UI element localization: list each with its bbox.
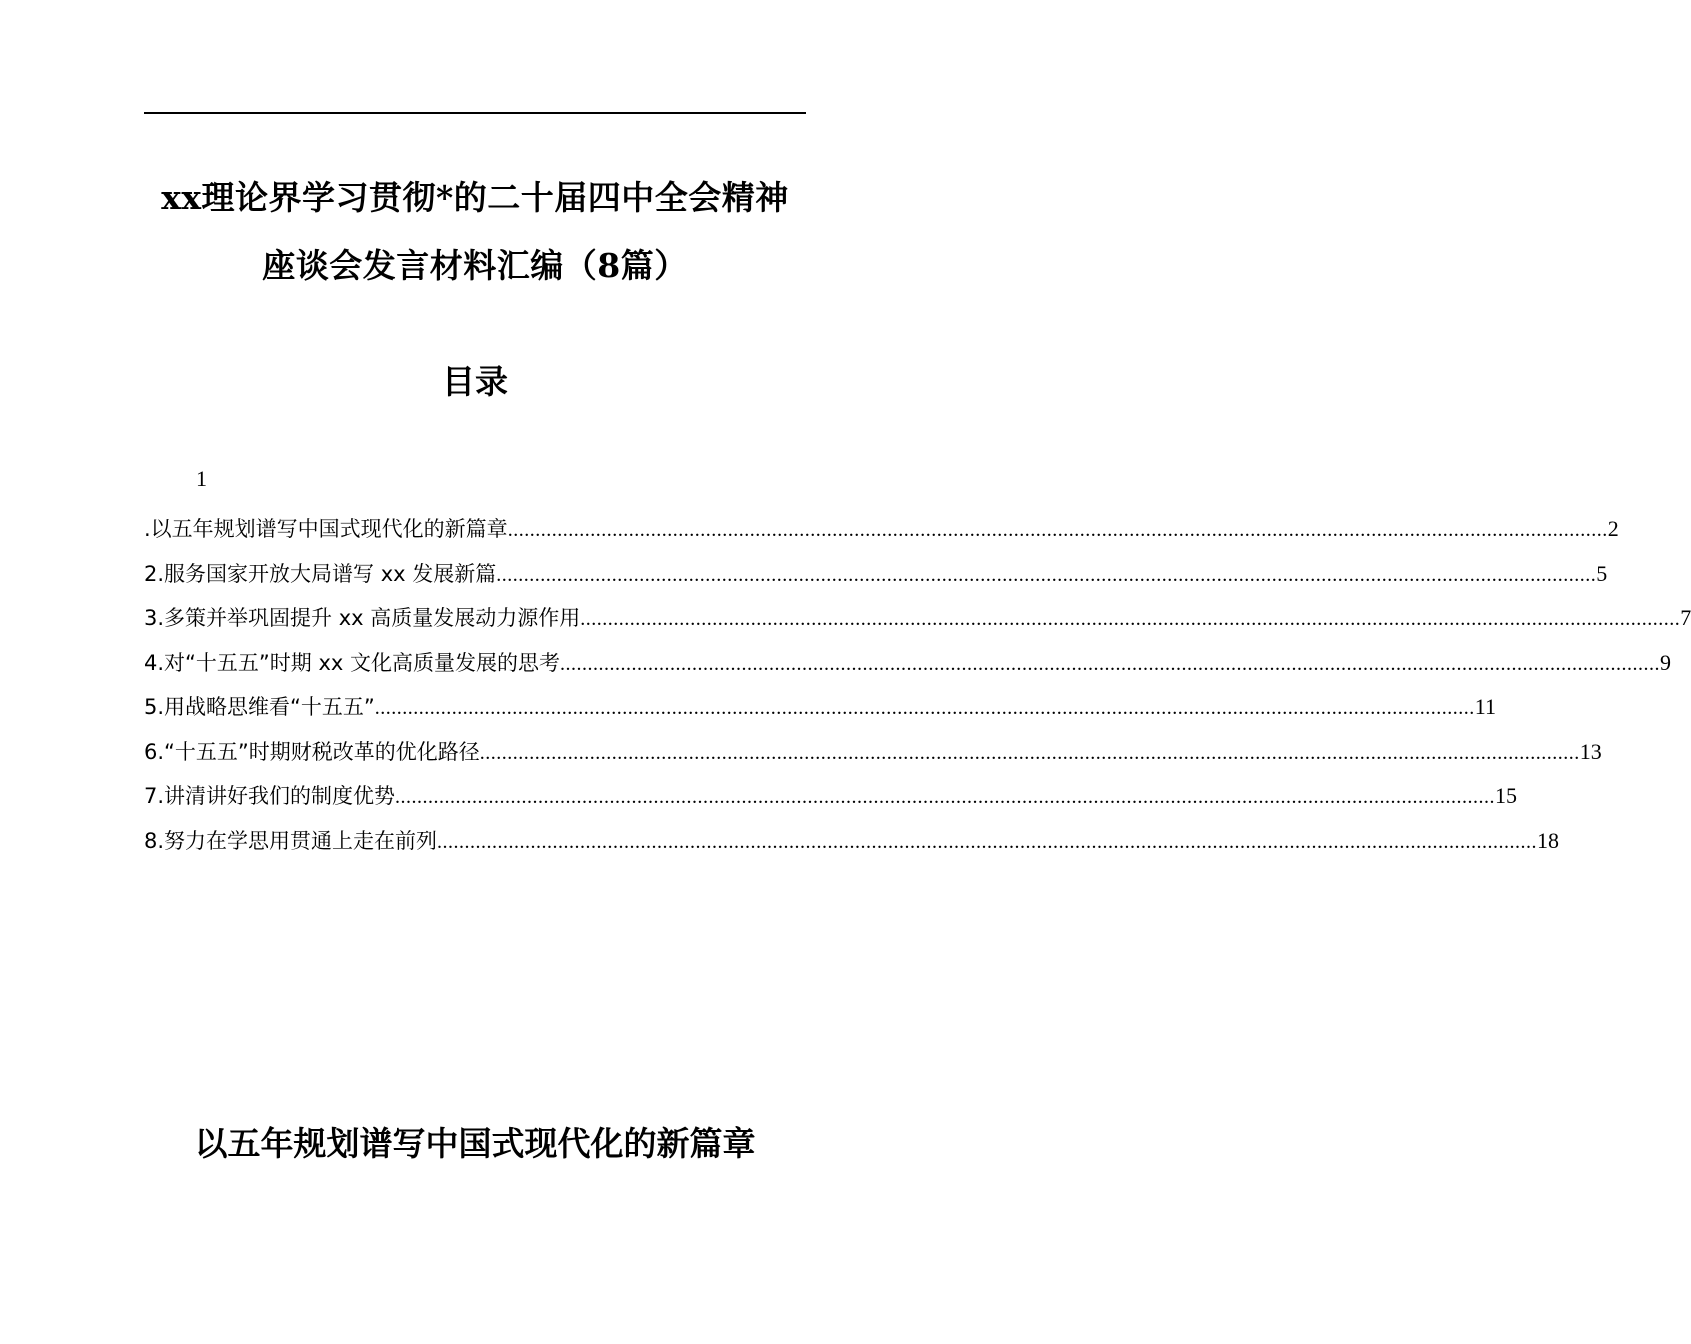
toc-entry-page: 5 — [1596, 560, 1608, 586]
toc-entry-page: 2 — [1607, 516, 1619, 541]
toc-entry-4[interactable] — [144, 641, 1671, 686]
toc-entry-page: 13 — [1579, 738, 1602, 764]
toc-entry-text: 2.服务国家开放大局谱写 xx 发展新篇 — [144, 561, 497, 586]
table-of-contents — [144, 507, 1691, 863]
toc-dot-leader: ........................................................................................................................................................................................................ — [496, 563, 1597, 586]
toc-entry-1[interactable] — [144, 507, 1619, 552]
toc-entry-page: 7 — [1680, 605, 1691, 630]
toc-entry-7[interactable] — [144, 774, 1518, 819]
toc-entry-8[interactable] — [144, 819, 1560, 864]
toc-entry-text: .以五年规划谱写中国式现代化的新篇章 — [144, 517, 508, 541]
toc-entry-6[interactable] — [144, 730, 1602, 775]
toc-entry-text: 6.“十五五”时期财税改革的优化路径 — [144, 739, 480, 764]
toc-entry-text: 5.用战略思维看“十五五” — [144, 695, 375, 719]
toc-entry-page: 18 — [1537, 827, 1560, 853]
toc-dot-leader: ........................................................................................................................................................................................................ — [560, 652, 1660, 675]
toc-dot-leader: ........................................................................................................................................................................................................ — [395, 786, 1496, 808]
toc-entry-page: 9 — [1660, 649, 1671, 675]
document-title-line-1: xx理论界学习贯彻*的二十届四中全会精神 — [161, 178, 789, 217]
toc-entry-page: 15 — [1495, 783, 1518, 808]
toc-entry-text: 7.讲清讲好我们的制度优势 — [144, 784, 396, 808]
toc-entry-3[interactable] — [144, 596, 1691, 641]
toc-number-line: 1 — [196, 466, 207, 491]
toc-entry-2[interactable] — [144, 552, 1608, 597]
toc-heading: 目录 — [442, 362, 508, 401]
toc-entry-text: 4.对“十五五”时期 xx 文化高质量发展的思考 — [144, 650, 560, 675]
toc-dot-leader: ........................................................................................................................................................................................................ — [507, 519, 1608, 541]
toc-entry-text: 8.努力在学思用贯通上走在前列 — [144, 828, 438, 853]
header-rule — [144, 112, 806, 114]
toc-entry-5[interactable] — [144, 685, 1496, 730]
toc-dot-leader: ........................................................................................................................................................................................................ — [479, 741, 1580, 764]
document-title-line-2: 座谈会发言材料汇编（8篇） — [262, 246, 688, 285]
toc-entry-text: 3.多策并举巩固提升 xx 高质量发展动力源作用 — [144, 606, 581, 630]
toc-dot-leader: ........................................................................................................................................................................................................ — [580, 608, 1681, 630]
toc-dot-leader: ........................................................................................................................................................................................................ — [437, 830, 1538, 853]
section-title: 以五年规划谱写中国式现代化的新篇章 — [194, 1124, 756, 1163]
toc-dot-leader: ........................................................................................................................................................................................................ — [374, 697, 1475, 719]
toc-entry-page: 11 — [1474, 694, 1496, 719]
